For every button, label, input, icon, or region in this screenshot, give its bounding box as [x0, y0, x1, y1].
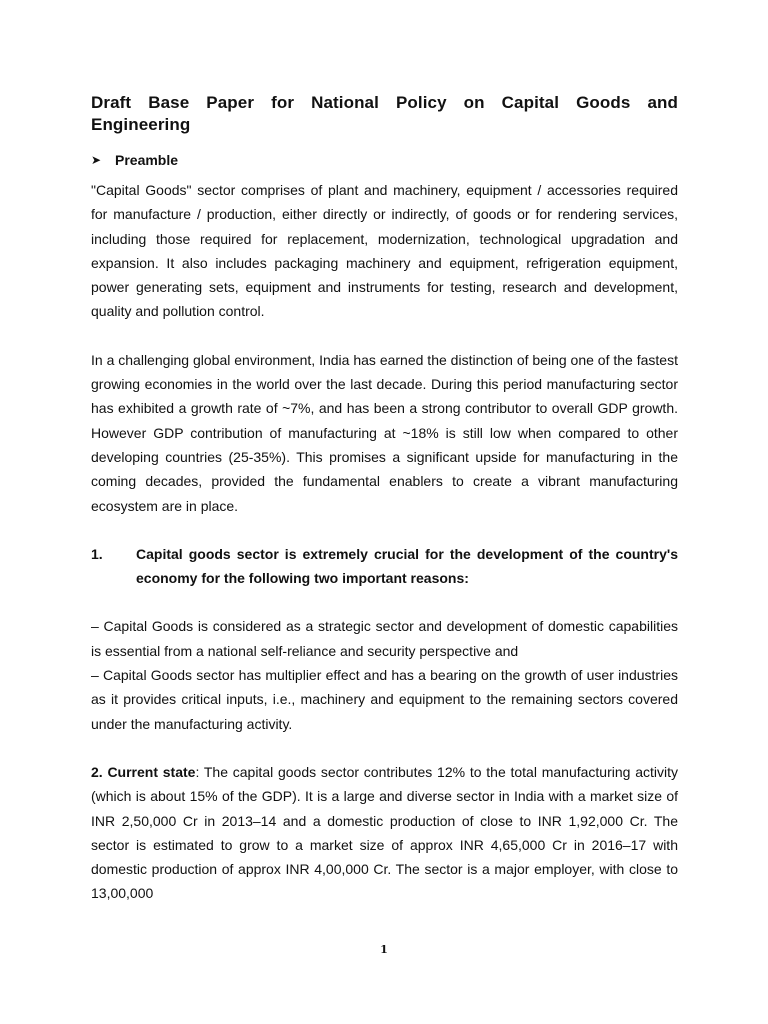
- title-line-2: Engineering: [91, 115, 191, 134]
- section-2-paragraph: [91, 760, 678, 906]
- reason-1: – Capital Goods is considered as a strategic sector and development of domestic capabilities is essential from a national self-reliance and security perspective and: [91, 618, 678, 659]
- reason-2: – Capital Goods sector has multiplier effect and has a bearing on the growth of user industries as it provides critical inputs, i.e., machinery and equipment to the remaining sectors covered under the manufacturing activity.: [91, 667, 678, 732]
- paragraph-global-environment: In a challenging global environment, India has earned the distinction of being one of the fastest growing economies in the world over the last decade. During this period manufacturing sector has exhibited a growth rate of ~7%, and has been a strong contributor to overall GDP growth. However GDP contribution of manufacturing at ~18% is still low when compared to other developing countries (25-35%). This promises a significant upside for manufacturing in the coming decades, provided the fundamental enablers to create a vibrant manufacturing ecosystem are in place.: [91, 351, 678, 514]
- document-title: [91, 92, 678, 136]
- section-2-label: 2. Current state: [91, 763, 196, 780]
- section-1-number: 1.: [91, 545, 103, 562]
- section-1-heading-text: Capital goods sector is extremely crucial for the development of the country's economy for the following two important reasons:: [136, 545, 678, 587]
- paragraph-spacer: [91, 518, 678, 542]
- paragraph-spacer: [91, 590, 678, 614]
- section-2-text: : The capital goods sector contributes 12% to the total manufacturing activity (which is about 15% of the GDP). It is a large and diverse sector in India with a market size of INR 2,50,000 Cr in 2013–14 and a domestic production of close to INR 1,92,000 Cr. The sector is estimated to grow to a market size of approx INR 4,65,000 Cr in 2016–17 with domestic production of approx INR 4,00,000 Cr. The sector is a major employer, with close to 13,00,000: [91, 763, 678, 902]
- document-page: [91, 92, 678, 906]
- page-number: 1: [380, 943, 388, 956]
- preamble-heading: [91, 150, 678, 170]
- paragraph-capital-goods-definition: "Capital Goods" sector comprises of plant and machinery, equipment / accessories required for manufacture / production, either directly or indirectly, of goods or for rendering services, including those required for replacement, modernization, technological upgradation and expansion. It also includes packaging machinery and equipment, refrigeration equipment, power generating sets, equipment and instruments for testing, research and development, quality and pollution control.: [91, 182, 678, 320]
- title-line-1: Draft Base Paper for National Policy on Capital Goods and: [91, 93, 678, 112]
- section-1-heading: [91, 542, 678, 591]
- preamble-heading-text: Preamble: [115, 152, 179, 168]
- paragraph-spacer: [91, 324, 678, 348]
- paragraph-spacer: [91, 736, 678, 760]
- arrow-bullet-icon: ➤: [91, 153, 102, 167]
